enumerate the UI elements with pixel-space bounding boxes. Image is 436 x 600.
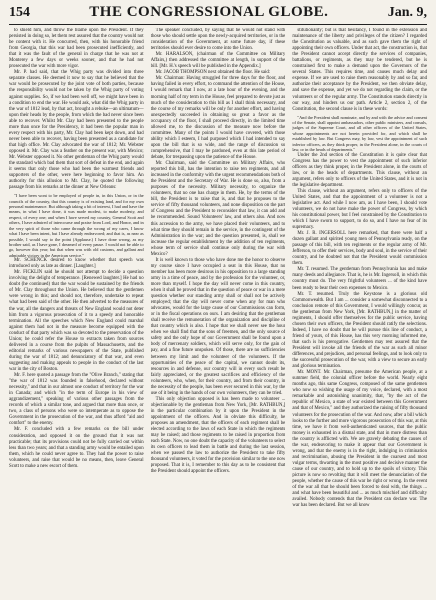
- paragraph: Mr. SCHENCK desired to know whether that speech was introduced only as late as dinner. [Laughter.]: [9, 258, 144, 270]
- paragraph: It is well known to those who have done me the honor to observe my course since I have occupied a seat in this House, that no member has been more desirous in his opposition to a large standing army in a time of peace, and by the profession for the volunteer, or, more than myself. I hope the day will never come in this country, when it shall be proved that in the question of peace or war in a mere question whether our standing army shall or shall not be actively employed; that the day will never come when any for man who advocates, would for the large cause of our Commissions can form, or in the fiscal operations on ours. I am desiring that the gentleman shall receive the remuneration of the organization and discipline of that country which is also. I hope that we shall never see the hour when we shall find that the sons of freemen, and the only source of safety and the only hope of our Government shall be found upon a body of mercenary soldiers, which will serve only, for the gain of pay, and a fine future unspoken. Of those, there are no sufficiencies between my limit and the volunteer of the volunteers. If the opportunities of the peace of the capital, we cannot doubt its, resources in and defense, our country will in every such result be fairly appreciated, or the greatest sacrifices and efficiency of the volunteers, who, when, for their country, and from their country, in the necessity of the people, has been ever secured in this war, by the use of it being in the hands of our own volunteers, they can be tried.: [150, 257, 286, 396]
- paragraph: This only objection opposed is has been made to volunteer ... objectionable by the gentleman from New York, [Mr. RATHBUN,] in the particular combination by it upon the President in the appointment of the officers. And in obviate this difficulty, he proposes an amendment, that the officers of each regiment shall be elected according to the laws of each State in which the regiments may be raised; and those regiments to be raised in proportion from each State. Now, no one doubt the capacity of the volunteers to select its own officers to lead them in battle and during the last session, when we passed the law to authorize the President to take fifty thousand volunteers, it voted for the provision similar to the one now proposed. That it is, I remember to this day as to be consistent that the President should appoint the officers.: [150, 396, 286, 475]
- page-number: 154: [9, 5, 30, 20]
- paragraph: Mr. Chairman: Having struggled for three days for the floor, and having failed in every effort, to command the attention of the House, I would remark that I now, at a late hour of the evening, and the morning half of my term in the House, feel prepared to devote just as much of the consideration to this bill as I shall think necessary, and the course of my remarks will be only for another effort, and having unexpectedly succeeded in obtaining so great a favor as the occupancy of the floor, I shall proceed directly, in the limited time allowed me, to the discussion of the measure now before the committee. Many of the points I would have covered, with those ability which I esteem, I had purposed which I had intended to say upon the bill that is so wide, and the range of discussion so comprehensive, that I may be pardoned, even at this late period of debate, for trespassing upon the patience of the House.: [150, 76, 286, 160]
- column-middle: [151, 28, 286, 598]
- paragraph: Mr. T. resumed. The gentleman from Pennsylvania has and make many deeds and allegiance. That is, he is Mr. Ingersoll, in which this country must do. The very frightful volunteers ... of the kind have been ready to bear their own expenses to Mexico.: [292, 267, 427, 291]
- paragraph: Mr. JACOB THOMPSON next obtained the floor. He said:: [155, 70, 271, 76]
- paragraph: Mr. P. had said, that the Whig party was divided into three separate classes. He deemed it now to say that he believed that the war would be prosecuted by the joint vote of both parties, because the responsibility would not be taken by the Whig party of voting against supplies. So, if we had been well off, we might have been in a condition to end the war. He would ask, what did the Whig party in the war of 1812 lead, by that act, brought a rebuke—an ultimatum—upon their heads by the people, from which the bad never since been able to recover. Whilst Mr. Clay had been presented to the people more than once for the Presidency, it had been the popular man in every respect with his party, Mr. Clay had been kept down, and had never been able to recover, having been presented as a candidate for that high office. Mr. Clay advocated the war of 1812; Mr. Webster opposed it. Mr. Clay was a feather on the present war, with Mexico; Mr. Webster opposed it. No other gentleman of the Whig party would the standard which bad them that sort of defeat in the end, and again it seems that only those who had been the warmest friends and supporters of the other, were here beginning to favor him. An authority for this allusion to Mr. Clay, he quoted the following passage from his remarks at the dinner at New Orleans:: [9, 70, 144, 191]
- column-right: [292, 28, 427, 598]
- paragraph: Mr. F. concluded with a few remarks on the bill under consideration, and opposed it on the ground that it was not practicable; that its provisions could not be fully carried out within less than two years; and that a standing army would be entailed upon them, which he could never agree to. They had the power to raise volunteers, and raise that would be no means, then, leave General Scott to make a new escort of them.: [9, 427, 144, 469]
- paragraph: Mr. F. here quoted a passage from the "Olive Branch," stating that "the war of 1812 was founded in falsehood, declared without necessity," and that in our almost one conduct of territory for the war in Canada; and which "in the term of Europe in his view of aggrandizement," speaking of various other passages from the records of which a similar tone, and argued that more than once, or two, a class of persons who were so intemperate as to oppose the Government in the prosecution of the war, and thus afford "aid and comfort" to the enemy.: [9, 373, 144, 427]
- paragraph: Mr. FICKLIN said he should not attempt to decide a question involving the delight of temperance. [Renewed laughter.] He had no doubt (he continued) that the war would be sustained by the friends of Mr. Clay throughout the Union. He believed that the gentlemen were wrong in this; and should not, therefore, undertake to repeat what had been said of the other. He then adverted to the measures of the war, all the dangers and threats of New England would not deter him from a vigorous prosecution of it to a speedy and honorable termination. All the speeches which New England could marshal against them had not in the measure become equipped with the conduct of that party which was so devoted to the preservation of the Union; he could refer the House to extracts taken from sources delivered in a course from the pulpits of Massachusetts, and the editorial remarks of various newspapers of the State, published during the war of 1812; and denunciatory of that war, and even suggesting and making appeals to people in the conduct of the last war in the city of Boston.: [9, 270, 144, 372]
- page-header: [9, 4, 427, 25]
- footnote: "I have been wont to be employed of people in, in this Union, or in the councils of the country, that this country is of existing land, and for my own personal maintenance. But although taking a bit of interest, I had and have the means, in what I have done, it was made modest, to make modesty, and respect, of every one; and when I have served my country, General Scott and others, I have admired of intercourse and praise from Lord, and Honor, and in the very spirit of those who came through the wrong of my cares, I know what I have been intent, but I have already endeavored; and that is, as near as possible, I would say to the point (Applause.) I have done wrong, as my brother said, as I have gone, I dreamed of every pause. I would not be able to go, however this year; but that when was with old customs, and gallant and admirable victory in the American service.": [9, 193, 144, 258]
- paragraph: Mr. T. resumed. Truly the Keystone is a glorious old Commonwealth. But I am ... consider a somewhat disconnected to a conclusion remote of this Government, I would willingly concur, as the gentleman from New York, [Mr. RATHBUN,] in the matter of regiments, I should offer themselves for the public service, having chosen their own officers, the President should ratify the selections. Indeed, I have no doubt that he will pursue this line of conduct, a friend of yours, of this House, has this very morning informed me, that such is his prerogative. Gentlemen may rest assured that the President will invoke all the friends of the war as such all minor differences, and prejudices, and personal feelings, and to look only to the successful prosecution of the war, with a view to secure an early and glorious termination.: [292, 291, 427, 370]
- paragraph: stitutionality; but is that hesitancy, I found in the extension and maintenance of the liberty and privileges of the citizen? I regarded the Constitution as valuable, and as such gave them the right of appointing their own officers. Under that act, the construction is, that the President cannot accept directly the services of companies, battalions, or regiments, as they may be tendered, but he is constrained first to make a demand upon the Governors of the several States. This requires time, and causes much delay and expense. If we are used to raise them reasonably by and so far, and authorize their acceptance by the President, we then obviate delay, and save the expense, and yet we do not regarding the claim, or the volunteers or of the regular army. The Constitution stands directly in our way, and hinders us our path. Article 2, section 2, of the Constitution, the second clause is in these words:: [292, 28, 427, 112]
- issue-date: Jan. 9,: [387, 5, 427, 20]
- paragraph: to shield him, and throw the blame upon the President. If they persisted in doing so, let them rest assured that the country would not be content with it. He concurred, then, with his honorable friend from Georgia, that this war had been prosecuted inefficiently, and that it was the fault of the general in charge that he was not at Monterey a few days or weeks sooner, and that he had not prosecuted the war with more vigor.: [9, 28, 144, 70]
- paragraph: The speaker concluded, by saying that he would not stand with those who should settle upon the newly-acquired territories, or in the consideration of the Government, at some future day, if these territories should ever desire to come into the Union.: [150, 28, 286, 52]
- paragraph: Mr. HARALSON, (chairman of the Committee on Military Affairs,) then addressed the committee at length, in support of the bill. [Mr. H.'s speech will be published in the Appendix.]: [150, 52, 286, 70]
- paragraph: Mr. MONT. Mr. Chairman, presume the American people, at a summer field, the colonial officer before the world. Nearly eight months ago, this same Congress, composed of the same gentlemen who now so wishing the usage of my voice, declared, with a most remarkable and astonishing unanimity, that, "by the act of the republic of Mexico, a state of war existed between this Government and that of Mexico," and they authorized the raising of fifty thousand volunteers for the prosecution of the war. And now, after a bill which looks to the further and more vigorous prosecution of this war, at this time, we have it from well-authenticated sources, that the public money is exhausted in a dismal state, and that in more distress than the country is afflicted with. We are gravely debating the causes of the war, endeavoring to make it appear that our Government is wrong, and that the enemy is in the right, indulging in crimination and recrimination, abusing the President in the coarsest and most vulgar terms, thwarting in the most positive and decisive manner the cause of our country, and to hold up to the spoils of victory. This picture is now so revolting that it will meet the denunciation of the people, whether the cause of this war be right or wrong. In the event of the war all that he should been forced to deal with, the things ... and what have been beautiful and ... as much mischief and difficulty availed. Nobody contends that the President can declare war. The war has been declared. But we all know: [292, 370, 427, 509]
- column-left: [9, 28, 144, 598]
- text-columns: [9, 28, 427, 598]
- paragraph: This clause, without an argument, refers only to officers of the United States, and that the appointment of a volunteer is not a legislative act. And while I now am, as I have been, I should vote volunteers, we do not have make the power of Congress, by which his constitutional power, but I feel constrained by the Constitution to which I have sworn to support, to do so, and I have no fear of its supremacy.: [292, 188, 427, 231]
- paragraph: Under the 2nd section of the Constitution it is quite clear that Congress has the power to vest the appointment of such inferior officers as they think proper, in the President alone, in the courts of law, or in the heads of departments. This clause, without an argument, refers only to officers of the United States, and it is not in the legislative department.: [292, 152, 427, 188]
- paragraph: Mr. Chairman, said the Committee on Military Affairs, who reported this bill, has the intention to raise ten regiments, and all increased in the conformity with the urgent recommendations both of the President and the Secretary of War. He is done so, also, from a purposes of the necessity. Military necessity, to organize the volunteers, that no one has charge in them. He, by the terms of the bill, the President is to raise that is, and that he proposes to the service of fifty thousand volunteers, and none disposition on the part of Congress and the President to reconsider that law, it can add and be recommended. Sound Volunteers' law, and others also. And now this accession to the army, we have placed their volunteers, and to what time they should remain in the service, in the contingent of the Administration in the war; and the question presented, is, shall we increase the regular establishment by the addition of ten regiments, whose term of service shall continue only during the war with Mexico?: [150, 161, 286, 257]
- paragraph: Mr. J. R. INGERSOLL here remarked, that there were half a dozen gallant and spirited young men of Pennsylvania ready, on the passage of this bill, with ten regiments or the regular army of Mr. Jefferson, to offer their services, body and soul, in the service of their country, and he doubted not that the President would commission them.: [292, 231, 427, 267]
- footnote: "And the President shall nominate, and by and with the advice and consent of the Senate, shall appoint ambassadors, other public ministers, and consuls, judges of the Supreme Court, and all other officers of the United States, whose appointments are not herein provided for, and which shall be established by law. But Congress may, by law, vest the appointment of such inferior officers, as they think proper, in the President alone, in the courts of law, or in the heads of departments.": [292, 114, 427, 153]
- journal-title: THE CONGRESSIONAL GLOBE.: [89, 4, 329, 20]
